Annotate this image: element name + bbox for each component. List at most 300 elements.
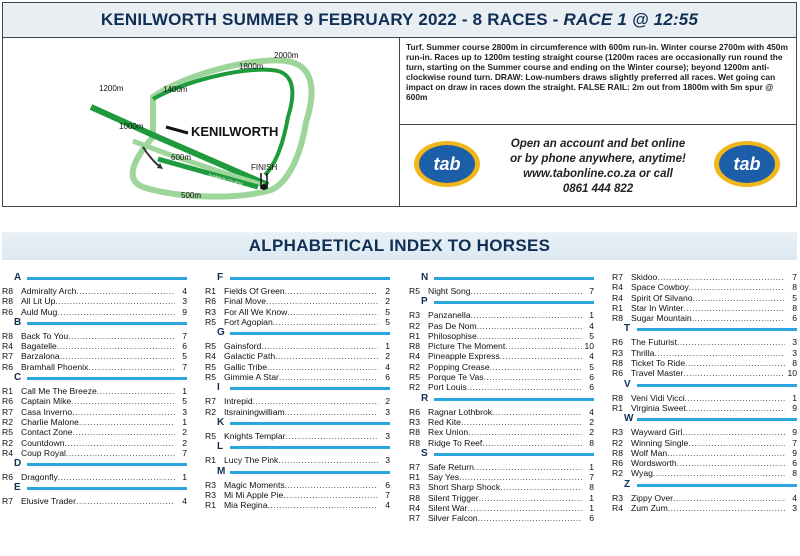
horse-row[interactable]: [409, 493, 594, 503]
letter-label: P: [421, 296, 428, 308]
horse-name: Gallic Tribe: [224, 361, 267, 372]
leader-dots: [88, 362, 175, 372]
letter-heading: [612, 379, 797, 393]
horse-row[interactable]: [205, 341, 390, 351]
horse-row[interactable]: [612, 393, 797, 403]
letter-heading: [205, 382, 390, 396]
horse-number: 9: [792, 427, 797, 438]
leader-dots: [683, 368, 785, 378]
horse-row[interactable]: [409, 503, 594, 513]
horse-name: Panzanella: [428, 310, 471, 321]
horse-name: Picture The Moment: [428, 341, 506, 352]
leader-dots: [471, 286, 582, 296]
horse-row[interactable]: [409, 462, 594, 472]
horse-name: Coup Royal: [21, 447, 66, 458]
leader-dots: [479, 493, 582, 503]
horse-name: Mi Mi Apple Pie: [224, 489, 284, 500]
horse-number: 5: [589, 330, 594, 341]
letter-label: A: [14, 272, 22, 283]
horse-name: Night Song: [428, 286, 471, 296]
horse-number: 6: [385, 479, 390, 490]
horse-race: R2: [409, 361, 420, 372]
letter-label: L: [217, 441, 224, 453]
horse-row[interactable]: [612, 282, 797, 292]
horse-number: 7: [792, 437, 797, 448]
horse-number: 6: [589, 382, 594, 393]
horse-name: Wolf Man: [631, 447, 668, 458]
horse-name: Travel Master: [631, 368, 684, 379]
horse-row[interactable]: [612, 403, 797, 413]
horse-name: Pineapple Express: [428, 351, 500, 362]
leader-dots: [490, 362, 582, 372]
letter-underline: [230, 446, 390, 449]
horse-row[interactable]: [612, 272, 797, 282]
horse-number: 9: [792, 447, 797, 458]
horse-row[interactable]: [205, 500, 390, 510]
horse-name: Contact Zone: [21, 427, 73, 438]
letter-underline: [230, 332, 390, 335]
horse-row[interactable]: [409, 362, 594, 372]
horse-race: R3: [205, 479, 216, 490]
leader-dots: [71, 396, 175, 406]
letter-label: I: [217, 382, 220, 394]
horse-number: 1: [182, 416, 187, 427]
horse-number: 3: [792, 503, 797, 514]
horse-row[interactable]: [2, 417, 187, 427]
horse-number: 6: [182, 341, 187, 352]
leader-dots: [57, 307, 175, 317]
horse-row[interactable]: [612, 438, 797, 448]
horse-name: Red Kite: [428, 416, 461, 427]
horse-number: 4: [589, 406, 594, 417]
leader-dots: [76, 286, 175, 296]
horse-number: 1: [589, 492, 594, 503]
leader-dots: [267, 500, 378, 510]
horse-number: 10: [787, 368, 797, 379]
horse-race: R8: [2, 286, 13, 296]
finish-marker: [261, 184, 267, 190]
horse-number: 7: [792, 272, 797, 282]
horse-race: R3: [409, 310, 420, 321]
horse-row[interactable]: [205, 307, 390, 317]
svg-text:WINTER COURSE: WINTER COURSE: [177, 95, 211, 113]
horse-race: R6: [205, 296, 216, 307]
leader-dots: [57, 341, 175, 351]
horse-number: 1: [792, 392, 797, 403]
horse-number: 1: [589, 461, 594, 472]
horse-name: Porque Te Vas: [428, 372, 484, 383]
letter-label: N: [421, 272, 429, 283]
horse-row[interactable]: [612, 293, 797, 303]
leader-dots: [461, 417, 582, 427]
index-column-3: [409, 272, 594, 524]
horse-row[interactable]: [612, 313, 797, 323]
horse-number: 8: [792, 358, 797, 369]
horse-number: 7: [385, 489, 390, 500]
horse-row[interactable]: [612, 368, 797, 378]
leader-dots: [468, 427, 582, 437]
horse-race: R8: [2, 296, 13, 307]
tab-advert[interactable]: [400, 125, 796, 206]
horse-number: 7: [182, 361, 187, 372]
horse-row[interactable]: [409, 482, 594, 492]
horse-row[interactable]: [612, 427, 797, 437]
horse-number: 5: [792, 292, 797, 303]
horse-race: R5: [205, 372, 216, 383]
horse-row[interactable]: [205, 362, 390, 372]
horse-row[interactable]: [409, 382, 594, 392]
horse-name: Short Sharp Shock: [428, 482, 501, 493]
leader-dots: [285, 286, 378, 296]
index-title-bar: [2, 232, 797, 260]
horse-number: 10: [584, 341, 594, 352]
horse-row[interactable]: [2, 307, 187, 317]
letter-label: V: [624, 378, 631, 390]
horse-row[interactable]: [205, 351, 390, 361]
horse-row[interactable]: [2, 331, 187, 341]
leader-dots: [467, 382, 582, 392]
horse-name: Silver Falcon: [428, 513, 478, 524]
horse-race: R7: [612, 272, 623, 282]
leader-dots: [73, 427, 175, 437]
horse-race: R2: [205, 406, 216, 417]
svg-text:1000m: 1000m: [119, 122, 144, 131]
leader-dots: [677, 458, 785, 468]
horse-race: R5: [205, 430, 216, 441]
horse-row[interactable]: [2, 386, 187, 396]
horse-row[interactable]: [205, 296, 390, 306]
horse-name: Virginia Sweet: [631, 402, 686, 413]
letter-label: Z: [624, 478, 631, 490]
horse-name: Knights Templar: [224, 430, 286, 441]
horse-name: Intrepid: [224, 396, 253, 407]
leader-dots: [685, 358, 785, 368]
horse-row[interactable]: [2, 362, 187, 372]
horse-number: 6: [792, 458, 797, 469]
horse-row[interactable]: [2, 427, 187, 437]
horse-race: R8: [409, 341, 420, 352]
leader-dots: [253, 396, 378, 406]
letter-label: W: [624, 413, 634, 425]
race-title-bar: [3, 3, 796, 38]
horse-row[interactable]: [409, 321, 594, 331]
horse-race: R7: [409, 461, 420, 472]
horse-name: Zippy Over: [631, 492, 674, 503]
horse-row[interactable]: [2, 407, 187, 417]
horse-row[interactable]: [2, 296, 187, 306]
horse-row[interactable]: [2, 448, 187, 458]
leader-dots: [97, 386, 175, 396]
letter-heading: [612, 323, 797, 337]
letter-underline: [434, 453, 594, 456]
letter-underline: [637, 418, 797, 421]
letter-heading: [205, 466, 390, 480]
horse-row[interactable]: [612, 358, 797, 368]
letter-heading: [205, 441, 390, 455]
letter-label: D: [14, 458, 22, 470]
leader-dots: [283, 490, 378, 500]
horse-race: R5: [205, 361, 216, 372]
ad-line-1: Open an account and bet online: [510, 138, 686, 150]
tab-logo-left: [412, 139, 482, 189]
horse-race: R8: [2, 330, 13, 341]
horse-name: Itsrainingwilliam: [224, 406, 285, 417]
horse-number: 7: [182, 330, 187, 341]
horse-number: 4: [792, 492, 797, 503]
horse-race: R2: [612, 437, 623, 448]
leader-dots: [500, 351, 582, 361]
letter-heading: [409, 296, 594, 310]
horse-row[interactable]: [2, 286, 187, 296]
horse-name: Spirit Of Silvano: [631, 292, 693, 303]
leader-dots: [689, 282, 785, 292]
leader-dots: [79, 417, 175, 427]
leader-dots: [686, 403, 785, 413]
leader-dots: [68, 331, 175, 341]
horse-row[interactable]: [205, 286, 390, 296]
horse-name: Skidoo: [631, 272, 658, 282]
leader-dots: [685, 393, 785, 403]
horse-name: Auld Mug: [21, 306, 58, 317]
horse-race: R4: [612, 282, 623, 293]
horse-race: R1: [2, 386, 13, 397]
horse-number: 2: [385, 286, 390, 296]
horse-name: Zum Zum: [631, 503, 668, 514]
letter-label: G: [217, 327, 225, 339]
horse-number: 7: [182, 447, 187, 458]
index-title: ALPHABETICAL INDEX TO HORSES: [248, 236, 551, 255]
race-title-main: KENILWORTH SUMMER 9 FEBRUARY 2022 - 8 RACES -: [100, 10, 564, 29]
horse-name: The Futurist: [631, 337, 677, 348]
horse-number: 3: [385, 455, 390, 466]
horse-name: Rex Union: [428, 427, 469, 438]
horse-race: R5: [205, 341, 216, 352]
horse-race: R2: [2, 416, 13, 427]
horse-number: 3: [792, 347, 797, 358]
horse-row[interactable]: [612, 468, 797, 478]
letter-underline: [230, 422, 390, 425]
horse-name: Sugar Mountain: [631, 313, 692, 324]
horse-race: R4: [612, 503, 623, 514]
horse-number: 9: [792, 402, 797, 413]
leader-dots: [688, 438, 785, 448]
horse-row[interactable]: [205, 490, 390, 500]
horse-name: Final Move: [224, 296, 267, 307]
horse-name: Ridge To Reef: [428, 437, 483, 448]
horse-race: R8: [612, 392, 623, 403]
letter-heading: [2, 372, 187, 386]
horse-number: 4: [182, 496, 187, 507]
leader-dots: [72, 407, 175, 417]
horse-row[interactable]: [409, 513, 594, 523]
svg-text:FINISH: FINISH: [251, 163, 278, 172]
horse-row[interactable]: [205, 317, 390, 327]
horse-row[interactable]: [409, 331, 594, 341]
horse-row[interactable]: [409, 372, 594, 382]
horse-row[interactable]: [205, 480, 390, 490]
horse-number: 2: [182, 437, 187, 448]
letter-heading: [2, 482, 187, 496]
horse-row[interactable]: [409, 310, 594, 320]
horse-row[interactable]: [205, 407, 390, 417]
horse-name: Bramhall Phoenix: [21, 361, 89, 372]
letter-underline: [27, 277, 187, 280]
letter-label: S: [421, 447, 428, 459]
race-header: [2, 2, 797, 207]
leader-dots: [285, 480, 378, 490]
horse-name: Back To You: [21, 330, 69, 341]
letter-underline: [27, 377, 187, 380]
horse-race: R4: [2, 341, 13, 352]
horse-race: R3: [612, 492, 623, 503]
horse-row[interactable]: [205, 396, 390, 406]
horse-number: 1: [182, 472, 187, 483]
horse-number: 8: [589, 437, 594, 448]
horse-number: 2: [385, 351, 390, 362]
track-info-text: Turf. Summer course 2800m in circumference with 600m run-in. Winter course 2700m with 450m run-in. Races up to 1200m testing straight course (1200m races are occasionally run round the turn, starting on the Summer course and ending on the Winter course); beyond 1200m anti-clockwise round turn. DRAW: Low-numbers draws slightly preferred all races. Wet going can impact on draw in races down the straight. FALSE RAIL: 2m out from 1800m with 5m spur @ 600m: [400, 37, 796, 125]
horse-row[interactable]: [409, 407, 594, 417]
leader-dots: [667, 448, 785, 458]
horse-race: R1: [612, 302, 623, 313]
horse-row[interactable]: [612, 303, 797, 313]
horse-number: 5: [385, 316, 390, 327]
leader-dots: [261, 341, 378, 351]
horse-name: Bagatelle: [21, 341, 57, 352]
horse-number: 5: [385, 306, 390, 317]
leader-dots: [285, 407, 378, 417]
horse-race: R1: [205, 500, 216, 511]
letter-label: C: [14, 372, 22, 384]
horse-race: R3: [612, 427, 623, 438]
svg-text:SUMMER COURSE: SUMMER COURSE: [207, 172, 244, 187]
horse-row[interactable]: [409, 351, 594, 361]
horse-row[interactable]: [2, 351, 187, 361]
svg-text:1400m: 1400m: [163, 85, 188, 94]
horse-race: R1: [205, 286, 216, 296]
svg-text:tab: tab: [733, 154, 761, 174]
horse-row[interactable]: [409, 286, 594, 296]
letter-underline: [434, 301, 594, 304]
race-title: [101, 10, 698, 30]
horse-name: Space Cowboy: [631, 282, 689, 293]
horse-row[interactable]: [409, 427, 594, 437]
horse-race: R1: [409, 330, 420, 341]
letter-heading: [409, 448, 594, 462]
index-column-4: [612, 272, 797, 513]
horse-name: Magic Moments: [224, 479, 285, 490]
tab-advert-text: [492, 137, 704, 197]
track-inner-straight: [133, 141, 263, 185]
leader-dots: [64, 438, 175, 448]
letter-underline: [637, 484, 797, 487]
horse-name: Mia Regina: [224, 500, 268, 511]
horse-row[interactable]: [612, 348, 797, 358]
leader-dots: [267, 362, 378, 372]
horse-row[interactable]: [2, 341, 187, 351]
horse-name: Countdown: [21, 437, 65, 448]
horse-race: R3: [205, 306, 216, 317]
leader-dots: [657, 272, 785, 282]
letter-label: T: [624, 323, 631, 335]
horse-race: R1: [612, 402, 623, 413]
horse-row[interactable]: [409, 341, 594, 351]
horse-race: R8: [612, 313, 623, 324]
horse-race: R7: [2, 406, 13, 417]
horse-race: R5: [205, 316, 216, 327]
horse-race: R5: [409, 372, 420, 383]
horse-number: 4: [385, 361, 390, 372]
horse-name: Admiralty Arch: [21, 286, 77, 296]
horse-row[interactable]: [612, 458, 797, 468]
horse-name: Dragonfly: [21, 472, 58, 483]
horse-row[interactable]: [409, 417, 594, 427]
horse-race: R8: [409, 437, 420, 448]
horse-row[interactable]: [2, 496, 187, 506]
letter-label: F: [217, 272, 224, 283]
horse-number: 4: [385, 500, 390, 511]
letter-heading: [612, 479, 797, 493]
svg-text:1200m: 1200m: [99, 84, 124, 93]
leader-dots: [459, 472, 582, 482]
horse-row[interactable]: [2, 472, 187, 482]
horse-row[interactable]: [205, 372, 390, 382]
horse-row[interactable]: [205, 431, 390, 441]
horse-row[interactable]: [612, 448, 797, 458]
horse-number: 6: [792, 313, 797, 324]
horse-number: 6: [385, 372, 390, 383]
horse-race: R3: [612, 347, 623, 358]
horse-name: Wayward Girl: [631, 427, 683, 438]
letter-heading: [205, 327, 390, 341]
svg-text:600m: 600m: [171, 153, 192, 162]
horse-row[interactable]: [612, 503, 797, 513]
horse-row[interactable]: [2, 396, 187, 406]
leader-dots: [471, 310, 582, 320]
horse-row[interactable]: [205, 455, 390, 465]
horse-name: Pas De Nom: [428, 320, 477, 331]
leader-dots: [287, 307, 378, 317]
horse-row[interactable]: [612, 337, 797, 347]
horse-row[interactable]: [409, 438, 594, 448]
leader-dots: [275, 351, 378, 361]
horse-race: R5: [2, 427, 13, 438]
ad-line-3[interactable]: www.tabonline.co.za or call: [523, 168, 673, 180]
svg-text:500m: 500m: [181, 191, 202, 200]
track-diagram: [3, 37, 399, 206]
track-straight: [91, 107, 268, 185]
horse-row[interactable]: [409, 472, 594, 482]
leader-dots: [477, 331, 582, 341]
horse-number: 8: [792, 282, 797, 293]
letter-label: M: [217, 465, 226, 477]
horse-row[interactable]: [612, 493, 797, 503]
horse-number: 8: [792, 302, 797, 313]
horse-number: 6: [589, 372, 594, 383]
leader-dots: [492, 407, 582, 417]
leader-dots: [673, 493, 785, 503]
horse-name: Ticket To Ride: [631, 358, 685, 369]
leader-dots: [477, 321, 582, 331]
horse-race: R6: [2, 306, 13, 317]
horse-number: 2: [182, 427, 187, 438]
leader-dots: [266, 296, 378, 306]
leader-dots: [653, 468, 785, 478]
horse-name: Captain Mike: [21, 396, 72, 407]
horse-name: Barzalona: [21, 351, 60, 362]
horse-row[interactable]: [2, 438, 187, 448]
letter-heading: [409, 393, 594, 407]
letter-heading: [612, 413, 797, 427]
